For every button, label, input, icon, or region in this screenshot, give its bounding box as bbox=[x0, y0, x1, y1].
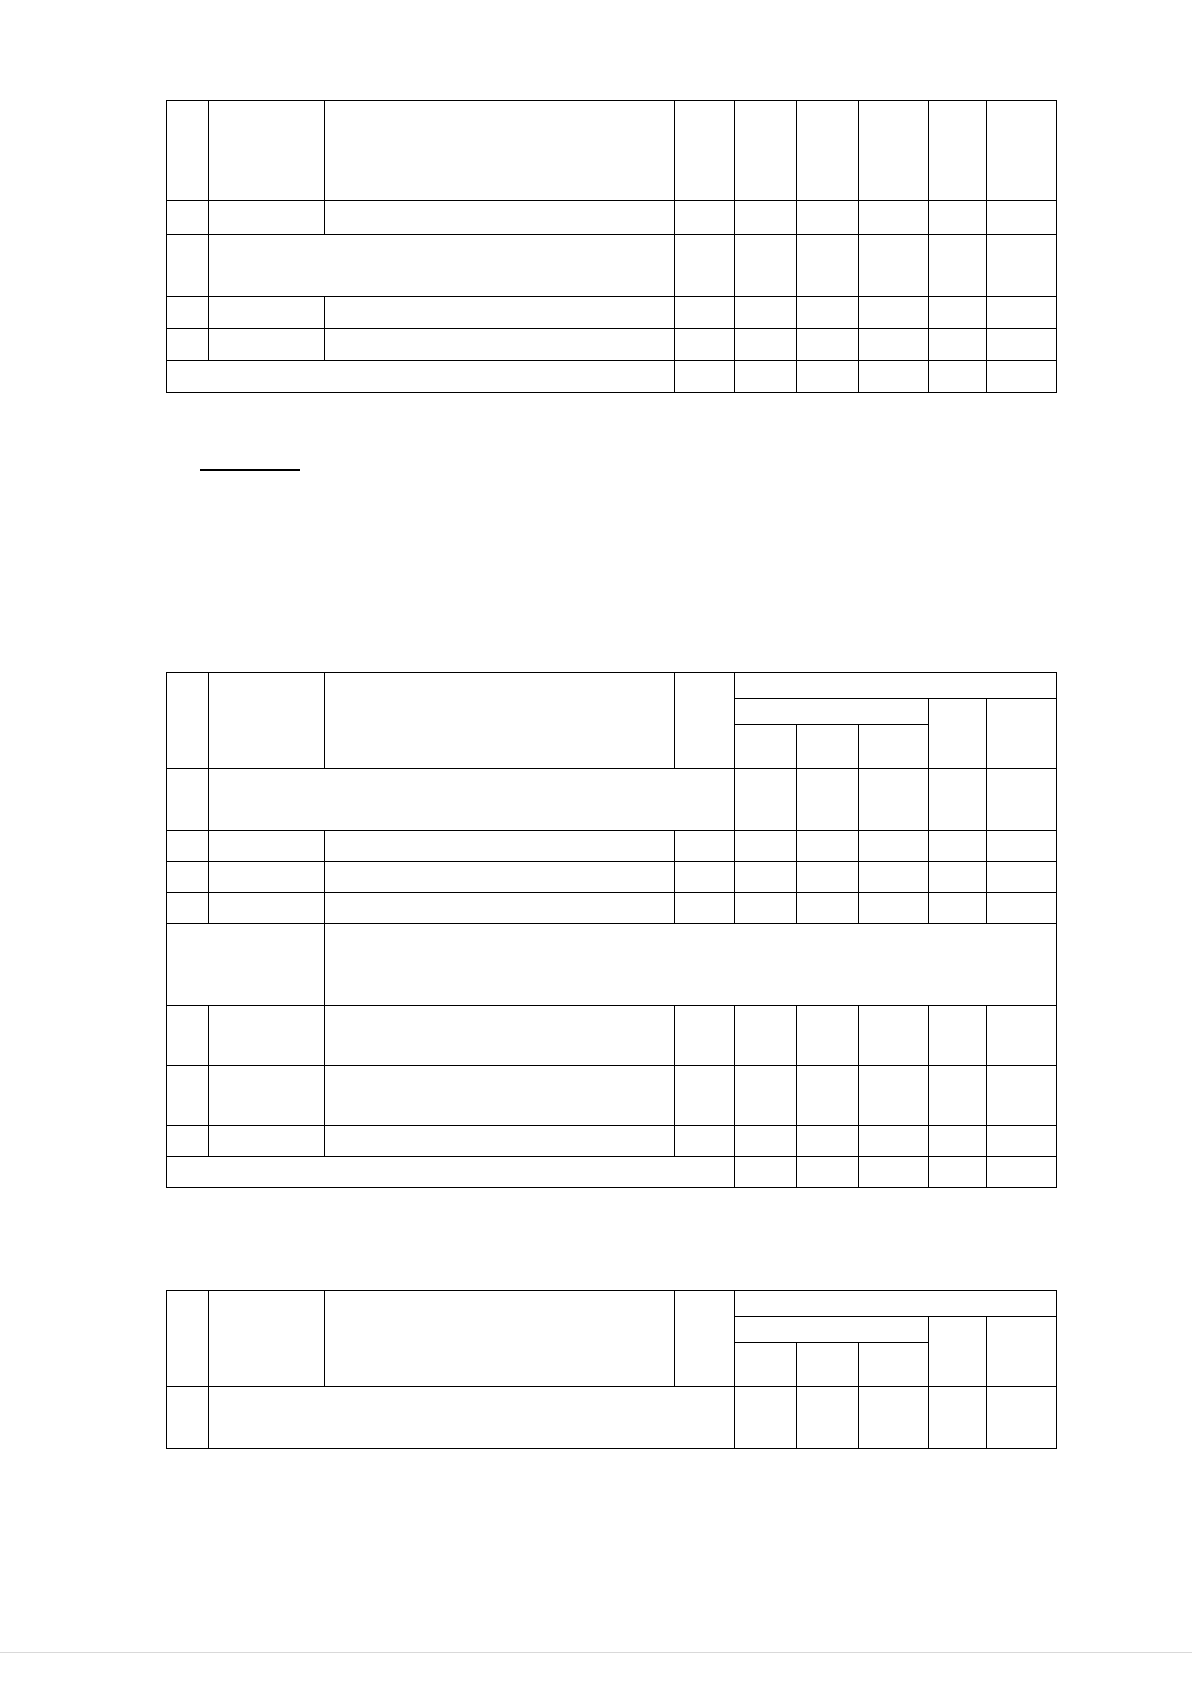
header-description bbox=[325, 1291, 675, 1387]
cell-total bbox=[987, 297, 1057, 329]
cell-index bbox=[167, 831, 209, 862]
cell-value-3 bbox=[929, 297, 987, 329]
cell-unit bbox=[675, 361, 735, 393]
cell-note-label bbox=[167, 924, 325, 1006]
cell-code bbox=[209, 101, 325, 201]
cell-description bbox=[325, 862, 675, 893]
cell-description bbox=[325, 1126, 675, 1157]
cell-value-3 bbox=[859, 831, 929, 862]
cell-qty bbox=[735, 235, 797, 297]
cell-qty bbox=[735, 361, 797, 393]
table-row bbox=[167, 769, 1057, 831]
header-unit bbox=[675, 673, 735, 769]
cell-value-2 bbox=[859, 361, 929, 393]
cell-value-1 bbox=[797, 329, 859, 361]
header-sub-c bbox=[859, 1343, 929, 1387]
cell-value-1 bbox=[735, 1066, 797, 1126]
cell-value-1 bbox=[797, 297, 859, 329]
cell-description bbox=[325, 329, 675, 361]
table-row bbox=[167, 1006, 1057, 1066]
header-value-3 bbox=[929, 699, 987, 769]
cell-value-4 bbox=[929, 1387, 987, 1449]
upper-data-table bbox=[166, 100, 1057, 393]
cell-index bbox=[167, 893, 209, 924]
header-index bbox=[167, 673, 209, 769]
cell-value-2 bbox=[859, 101, 929, 201]
cell-value-1 bbox=[735, 1157, 797, 1188]
cell-unit bbox=[675, 831, 735, 862]
header-index bbox=[167, 1291, 209, 1387]
cell-value-3 bbox=[859, 1387, 929, 1449]
cell-description-merged bbox=[209, 235, 675, 297]
cell-value-1 bbox=[797, 235, 859, 297]
cell-description-merged bbox=[209, 1387, 735, 1449]
cell-value-2 bbox=[797, 1157, 859, 1188]
cell-unit bbox=[675, 1006, 735, 1066]
cell-value-2 bbox=[797, 1126, 859, 1157]
cell-value-3 bbox=[859, 1066, 929, 1126]
cell-value-1 bbox=[735, 862, 797, 893]
cell-value-3 bbox=[929, 201, 987, 235]
cell-unit bbox=[675, 235, 735, 297]
table-row-total bbox=[167, 1157, 1057, 1188]
cell-value-3 bbox=[859, 1006, 929, 1066]
table-row bbox=[167, 235, 1057, 297]
table-row-note bbox=[167, 924, 1057, 1006]
cell-total bbox=[987, 831, 1057, 862]
cell-index bbox=[167, 1006, 209, 1066]
cell-value-4 bbox=[929, 769, 987, 831]
cell-value-4 bbox=[929, 831, 987, 862]
header-sub-c bbox=[859, 725, 929, 769]
cell-value-3 bbox=[859, 1157, 929, 1188]
cell-value-2 bbox=[797, 769, 859, 831]
cell-unit bbox=[675, 893, 735, 924]
cell-value-1 bbox=[797, 361, 859, 393]
cell-value-2 bbox=[797, 1006, 859, 1066]
cell-note-body bbox=[325, 924, 1057, 1006]
cell-code bbox=[209, 862, 325, 893]
cell-description bbox=[325, 101, 675, 201]
table-header-row bbox=[167, 673, 1057, 699]
table-header-row bbox=[167, 1291, 1057, 1317]
cell-total bbox=[987, 201, 1057, 235]
cell-qty bbox=[735, 201, 797, 235]
cell-value-3 bbox=[929, 361, 987, 393]
cell-value-1 bbox=[735, 1387, 797, 1449]
table-row bbox=[167, 101, 1057, 201]
cell-code bbox=[209, 329, 325, 361]
cell-index bbox=[167, 297, 209, 329]
cell-total bbox=[987, 893, 1057, 924]
cell-value-3 bbox=[859, 862, 929, 893]
cell-description bbox=[325, 893, 675, 924]
table-row bbox=[167, 1126, 1057, 1157]
cell-value-1 bbox=[735, 893, 797, 924]
cell-description bbox=[325, 1006, 675, 1066]
lower-data-table bbox=[166, 1290, 1057, 1449]
cell-value-2 bbox=[859, 201, 929, 235]
cell-total-label bbox=[167, 361, 675, 393]
cell-value-2 bbox=[797, 831, 859, 862]
cell-code bbox=[209, 831, 325, 862]
cell-total bbox=[987, 769, 1057, 831]
header-code bbox=[209, 673, 325, 769]
cell-value-3 bbox=[859, 1126, 929, 1157]
cell-value-3 bbox=[859, 893, 929, 924]
header-total bbox=[987, 699, 1057, 769]
cell-total bbox=[987, 329, 1057, 361]
cell-unit bbox=[675, 201, 735, 235]
cell-description bbox=[325, 201, 675, 235]
cell-index bbox=[167, 862, 209, 893]
header-value-3 bbox=[929, 1317, 987, 1387]
cell-total bbox=[987, 862, 1057, 893]
table-row bbox=[167, 1066, 1057, 1126]
cell-value-1 bbox=[735, 831, 797, 862]
header-sub-a bbox=[735, 1343, 797, 1387]
header-description bbox=[325, 673, 675, 769]
cell-value-4 bbox=[929, 1006, 987, 1066]
cell-qty bbox=[735, 297, 797, 329]
cell-description bbox=[325, 297, 675, 329]
cell-value-3 bbox=[929, 235, 987, 297]
cell-unit bbox=[675, 1126, 735, 1157]
cell-total bbox=[987, 1387, 1057, 1449]
header-sub-b bbox=[797, 725, 859, 769]
cell-total-label bbox=[167, 1157, 735, 1188]
table-row bbox=[167, 893, 1057, 924]
cell-total bbox=[987, 1006, 1057, 1066]
cell-total bbox=[987, 235, 1057, 297]
section-heading bbox=[200, 468, 300, 471]
header-group-sub bbox=[735, 699, 929, 725]
table-row bbox=[167, 297, 1057, 329]
cell-code bbox=[209, 1126, 325, 1157]
page-footer-rule bbox=[0, 1652, 1192, 1653]
cell-code bbox=[209, 297, 325, 329]
cell-description bbox=[325, 831, 675, 862]
cell-unit bbox=[675, 329, 735, 361]
cell-index bbox=[167, 1387, 209, 1449]
table-row bbox=[167, 1387, 1057, 1449]
table-row bbox=[167, 862, 1057, 893]
cell-value-2 bbox=[859, 297, 929, 329]
cell-value-3 bbox=[929, 101, 987, 201]
header-sub-a bbox=[735, 725, 797, 769]
cell-index bbox=[167, 1126, 209, 1157]
cell-qty bbox=[735, 101, 797, 201]
cell-unit bbox=[675, 297, 735, 329]
cell-value-3 bbox=[929, 329, 987, 361]
cell-value-2 bbox=[797, 893, 859, 924]
cell-unit bbox=[675, 862, 735, 893]
header-group-sub bbox=[735, 1317, 929, 1343]
section-heading-rule bbox=[200, 469, 300, 471]
cell-unit bbox=[675, 101, 735, 201]
cell-value-2 bbox=[797, 1066, 859, 1126]
cell-index bbox=[167, 329, 209, 361]
header-group-main bbox=[735, 1291, 1057, 1317]
cell-index bbox=[167, 235, 209, 297]
header-sub-b bbox=[797, 1343, 859, 1387]
cell-index bbox=[167, 201, 209, 235]
cell-value-4 bbox=[929, 1126, 987, 1157]
cell-value-4 bbox=[929, 893, 987, 924]
cell-total bbox=[987, 1126, 1057, 1157]
cell-index bbox=[167, 101, 209, 201]
cell-value-1 bbox=[797, 201, 859, 235]
cell-code bbox=[209, 201, 325, 235]
cell-code bbox=[209, 893, 325, 924]
cell-value-1 bbox=[735, 1006, 797, 1066]
table-row-total bbox=[167, 361, 1057, 393]
cell-qty bbox=[735, 329, 797, 361]
cell-value-1 bbox=[735, 769, 797, 831]
cell-value-4 bbox=[929, 1066, 987, 1126]
header-code bbox=[209, 1291, 325, 1387]
cell-value-3 bbox=[859, 769, 929, 831]
cell-value-2 bbox=[797, 1387, 859, 1449]
cell-value-2 bbox=[859, 329, 929, 361]
cell-index bbox=[167, 769, 209, 831]
cell-value-1 bbox=[735, 1126, 797, 1157]
cell-code bbox=[209, 1066, 325, 1126]
cell-value-4 bbox=[929, 862, 987, 893]
header-unit bbox=[675, 1291, 735, 1387]
cell-description-merged bbox=[209, 769, 735, 831]
cell-total bbox=[987, 361, 1057, 393]
cell-value-1 bbox=[797, 101, 859, 201]
cell-value-2 bbox=[797, 862, 859, 893]
table-row bbox=[167, 831, 1057, 862]
cell-total bbox=[987, 101, 1057, 201]
cell-value-4 bbox=[929, 1157, 987, 1188]
header-group-main bbox=[735, 673, 1057, 699]
cell-unit bbox=[675, 1066, 735, 1126]
table-row bbox=[167, 329, 1057, 361]
cell-total bbox=[987, 1066, 1057, 1126]
cell-value-2 bbox=[859, 235, 929, 297]
cell-description bbox=[325, 1066, 675, 1126]
cell-total bbox=[987, 1157, 1057, 1188]
table-row bbox=[167, 201, 1057, 235]
header-total bbox=[987, 1317, 1057, 1387]
middle-data-table bbox=[166, 672, 1057, 1188]
cell-code bbox=[209, 1006, 325, 1066]
cell-index bbox=[167, 1066, 209, 1126]
